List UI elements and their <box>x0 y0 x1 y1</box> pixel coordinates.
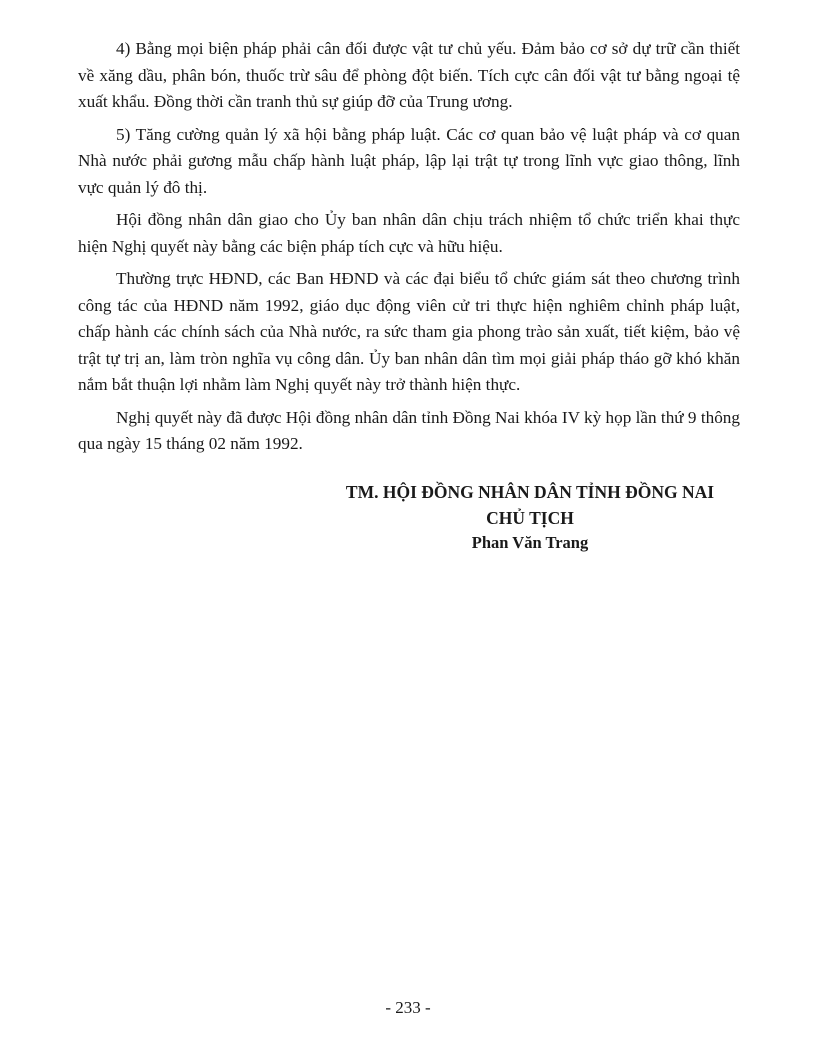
signature-position: CHỦ TỊCH <box>486 508 574 528</box>
paragraph-supervision: Thường trực HĐND, các Ban HĐND và các đại biểu tổ chức giám sát theo chương trình công tác của HĐND năm 1992, giáo dục động viên cử tri thực hiện nghiêm chỉnh pháp luật, chấp hành các chính sách của Nhà nước, ra sức tham gia phong trào sản xuất, tiết kiệm, bảo vệ trật tự trị an, làm tròn nghĩa vụ công dân. Ủy ban nhân dân tìm mọi giải pháp tháo gỡ khó khăn nắm bắt thuận lợi nhằm làm Nghị quyết này trở thành hiện thực. <box>78 269 740 394</box>
document-body <box>78 36 740 464</box>
paragraph-implementation: Hội đồng nhân dân giao cho Ủy ban nhân dân chịu trách nhiệm tổ chức triển khai thực hiện Nghị quyết này bằng các biện pháp tích cực và hữu hiệu. <box>78 210 740 256</box>
paragraph-law-enforcement: 5) Tăng cường quản lý xã hội bằng pháp luật. Các cơ quan bảo vệ luật pháp và cơ quan Nhà nước phải gương mẫu chấp hành luật pháp, lập lại trật tự trong lĩnh vực giao thông, lĩnh vực quản lý đô thị. <box>78 124 740 197</box>
signature-name: Phan Văn Trang <box>471 533 589 552</box>
paragraph-adoption: Nghị quyết này đã được Hội đồng nhân dân tỉnh Đồng Nai khóa IV kỳ họp lần thứ 9 thông qua ngày 15 tháng 02 năm 1992. <box>78 407 740 453</box>
signature-on-behalf: TM. HỘI ĐỒNG NHÂN DÂN TỈNH ĐỒNG NAI <box>345 482 715 502</box>
signature-block <box>300 479 760 555</box>
paragraph-supplies: 4) Bằng mọi biện pháp phải cân đối được vật tư chủ yếu. Đảm bảo cơ sở dự trữ cần thiết về xăng dầu, phân bón, thuốc trừ sâu để phòng đột biến. Tích cực cân đối vật tư bằng ngoại tệ xuất khẩu. Đồng thời cần tranh thủ sự giúp đỡ của Trung ương. <box>78 39 740 111</box>
page-number: - 233 - <box>385 998 431 1017</box>
